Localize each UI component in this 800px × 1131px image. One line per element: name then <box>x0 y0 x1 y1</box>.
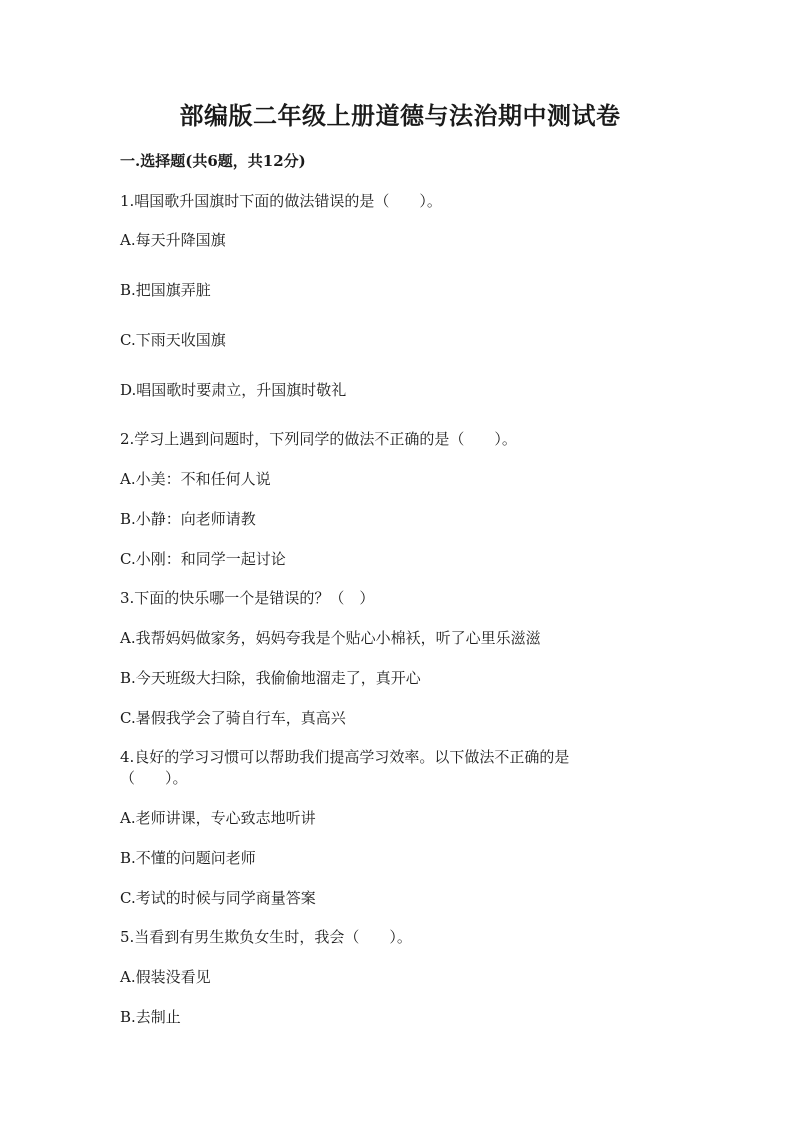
question-4-option-c: C.考试的时候与同学商量答案 <box>120 889 316 907</box>
question-1-stem: 1.唱国歌升国旗时下面的做法错误的是（ ）。 <box>120 192 442 210</box>
page-title: 部编版二年级上册道德与法治期中测试卷 <box>179 101 621 130</box>
question-4-stem: 4.良好的学习习惯可以帮助我们提高学习效率。以下做法不正确的是 <box>120 748 570 766</box>
question-5-stem: 5.当看到有男生欺负女生时，我会（ ）。 <box>120 928 412 946</box>
question-1-option-b: B.把国旗弄脏 <box>120 281 211 299</box>
question-3-option-c: C.暑假我学会了骑自行车，真高兴 <box>120 709 346 727</box>
question-4-option-a: A.老师讲课，专心致志地听讲 <box>120 809 316 827</box>
question-3-option-b: B.今天班级大扫除，我偷偷地溜走了，真开心 <box>120 669 421 687</box>
question-2-option-b: B.小静：向老师请教 <box>120 510 256 528</box>
question-4-stem-continuation: （ ）。 <box>120 769 188 787</box>
question-2-option-a: A.小美：不和任何人说 <box>120 470 271 488</box>
question-4-option-b: B.不懂的问题问老师 <box>120 849 256 867</box>
question-5-option-b: B.去制止 <box>120 1008 181 1026</box>
question-3-stem: 3.下面的快乐哪一个是错误的？（ ） <box>120 589 375 607</box>
question-1-option-a: A.每天升降国旗 <box>120 231 226 249</box>
section-heading: 一.选择题(共6题，共12分) <box>120 152 306 170</box>
question-1-option-c: C.下雨天收国旗 <box>120 331 226 349</box>
question-3-option-a: A.我帮妈妈做家务，妈妈夸我是个贴心小棉袄，听了心里乐滋滋 <box>120 629 541 647</box>
question-2-stem: 2.学习上遇到问题时，下列同学的做法不正确的是（ ）。 <box>120 430 517 448</box>
question-1-option-d: D.唱国歌时要肃立，升国旗时敬礼 <box>120 381 347 399</box>
question-5-option-a: A.假装没看见 <box>120 968 211 986</box>
question-2-option-c: C.小刚：和同学一起讨论 <box>120 550 286 568</box>
